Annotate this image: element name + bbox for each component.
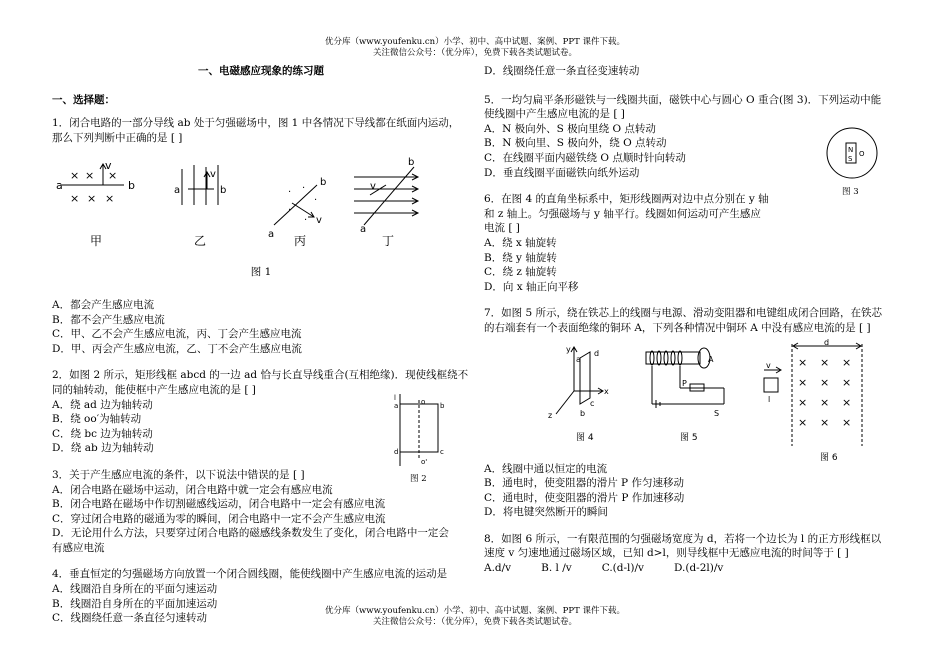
q7-option-a: A．线圈中通以恒定的电流	[484, 462, 608, 475]
svg-text:×: ×	[105, 192, 115, 206]
left-column	[52, 64, 470, 626]
q5-stem-line-2: 使线圈中产生感应电流的是 [ ]	[484, 108, 625, 121]
q1-stem-line-1: 1．闭合电路的一部分导线 ab 处于匀强磁场中，图 1 中各情况下导线都在纸面内运动，	[52, 117, 460, 130]
header-line-1: 优分库（www.youfenku.cn）小学、初中、高中试题、案例、PPT 课件下载。	[325, 37, 625, 47]
svg-text:×: ×	[798, 415, 808, 429]
q4-stem: 4．垂直恒定的匀强磁场方向放置一个闭合圆线圈，能使线圈中产生感应电流的运动是	[52, 568, 448, 581]
svg-text:a: a	[174, 185, 181, 197]
svg-text:a: a	[576, 354, 581, 364]
svg-text:c: c	[440, 448, 444, 457]
q3-option-a: A．闭合电路在磁场中运动，闭合电路中就一定会有感应电流	[52, 483, 333, 496]
fig6-caption: 图 6	[820, 452, 838, 462]
svg-text:v: v	[370, 181, 376, 193]
svg-text:O: O	[859, 149, 865, 158]
svg-text:a: a	[394, 402, 399, 411]
svg-text:×: ×	[798, 375, 808, 389]
svg-text:×: ×	[820, 415, 830, 429]
svg-text:N: N	[848, 145, 854, 154]
fig1-yi	[174, 165, 226, 205]
svg-text:v: v	[210, 169, 216, 181]
svg-text:·: ·	[288, 205, 292, 217]
fig4-caption: 图 4	[576, 432, 594, 443]
svg-text:l: l	[768, 394, 771, 404]
question-8	[484, 532, 904, 576]
svg-text:b: b	[408, 157, 415, 169]
q1-option-c: C．甲、乙不会产生感应电流，丙、丁会产生感应电流	[52, 328, 302, 341]
svg-text:×: ×	[85, 169, 95, 183]
q8-option-d: D.(d-2l)/v	[673, 562, 724, 575]
question-6	[484, 192, 904, 294]
figure-6	[764, 338, 862, 446]
q8-stem-line-1: 8．如图 6 所示，一有限范围的匀强磁场宽度为 d，若将一个边长为 l 的正方形线框以	[484, 532, 882, 545]
q8-option-c: C.(d-l)/v	[601, 562, 644, 575]
svg-text:×: ×	[798, 395, 808, 409]
svg-text:z: z	[548, 410, 553, 420]
fig1-bing	[268, 177, 326, 240]
right-column	[484, 64, 904, 576]
svg-text:×: ×	[820, 395, 830, 409]
figure-5	[646, 348, 724, 418]
fig2-caption: 图 2	[410, 474, 427, 485]
svg-text:v: v	[105, 159, 112, 173]
q2-option-d: D．绕 ab 边为轴转动	[52, 442, 154, 455]
svg-text:×: ×	[842, 395, 852, 409]
svg-text:a: a	[268, 229, 275, 241]
question-5	[484, 93, 904, 197]
q5-option-c: C．在线圈平面内磁铁绕 O 点顺时针向转动	[484, 151, 686, 164]
fig1-caption: 图 1	[250, 266, 272, 279]
svg-text:b: b	[320, 177, 327, 189]
q5-option-a: A．N 极向外、S 极向里绕 O 点转动	[484, 122, 656, 135]
figures-4-5-6-drawing	[484, 336, 904, 462]
fig1-label-yi: 乙	[194, 234, 207, 249]
q6-stem-line-1: 6．在图 4 的直角坐标系中，矩形线圈两对边中点分别在 y 轴	[484, 193, 769, 206]
svg-text:×: ×	[70, 192, 80, 206]
q7-stem-line-2: 的右端套有一个表面绝缘的铜环 A，下列各种情况中铜环 A 中没有感应电流的是 [ ]	[484, 321, 871, 334]
fig1-jia	[56, 159, 135, 205]
svg-text:P: P	[682, 378, 687, 388]
section-heading: 一、选择题：	[52, 93, 115, 106]
svg-text:d: d	[824, 337, 830, 347]
svg-text:×: ×	[842, 375, 852, 389]
q6-stem-line-2: 和 z 轴上。匀强磁场与 y 轴平行。线圈如何运动可产生感应	[484, 207, 761, 220]
q1-option-d: D．甲、丙会产生感应电流，乙、丁不会产生感应电流	[52, 342, 302, 355]
svg-text:b: b	[128, 179, 135, 193]
figure-2	[392, 392, 452, 472]
q1-stem-line-2: 那么下列判断中正确的是 [ ]	[52, 131, 183, 144]
svg-text:·: ·	[314, 195, 318, 207]
page-header	[0, 37, 950, 59]
q8-stem-line-2: 速度 v 匀速地通过磁场区域，已知 d>l，则导线框中无感应电流的时间等于 [ ]	[484, 547, 849, 560]
svg-text:×: ×	[842, 355, 852, 369]
svg-text:·: ·	[288, 187, 292, 199]
q4-option-b: B．线圈沿自身所在的平面加速运动	[52, 597, 218, 610]
svg-text:b: b	[440, 402, 445, 411]
figure-3	[824, 125, 880, 181]
fig1-label-jia: 甲	[90, 234, 103, 249]
fig1-label-bing: 丙	[294, 234, 307, 249]
question-3	[52, 468, 470, 556]
q3-option-c: C．穿过闭合电路的磁通为零的瞬间，闭合电路中一定不会产生感应电流	[52, 512, 386, 525]
svg-text:x: x	[604, 386, 609, 396]
svg-text:v: v	[316, 215, 322, 227]
svg-text:c: c	[590, 398, 595, 408]
q6-option-c: C．绕 z 轴旋转	[484, 266, 557, 279]
q7-stem-line-1: 7．如图 5 所示，绕在铁芯上的线圈与电源、滑动变阻器和电键组成闭合回路，在铁芯	[484, 307, 883, 320]
q8-option-b: B. l /v	[541, 562, 572, 575]
footer-line-1: 优分库（www.youfenku.cn）小学、初中、高中试题、案例、PPT 课件下载。	[325, 606, 625, 616]
q4-option-d: D．线圈绕任意一条直径变速转动	[484, 65, 640, 77]
svg-text:×: ×	[798, 355, 808, 369]
svg-text:y: y	[566, 344, 571, 354]
header-line-2: 关注微信公众号：（优分库），免费下载各类试题试卷。	[372, 48, 577, 58]
figure-1-drawing	[52, 145, 470, 261]
fig3-caption: 图 3	[842, 186, 859, 197]
svg-text:o': o'	[421, 458, 428, 467]
fig1-label-ding: 丁	[382, 234, 395, 249]
q2-option-a: A．绕 ad 边为轴转动	[52, 398, 153, 411]
q8-options	[484, 561, 904, 576]
q6-stem-line-3: 电流 [ ]	[484, 222, 520, 235]
q7-option-c: C．通电时，使变阻器的滑片 P 作加速移动	[484, 491, 685, 504]
q2-stem-line-1: 2．如图 2 所示，矩形线框 abcd 的一边 ad 恰与长直导线重合(互相绝缘)．现使线框绕不	[52, 369, 469, 382]
svg-text:×: ×	[820, 375, 830, 389]
svg-text:d: d	[394, 448, 399, 457]
question-1	[52, 116, 470, 356]
svg-text:a: a	[360, 224, 367, 236]
q2-option-b: B．绕 oo′为轴转动	[52, 413, 142, 426]
footer-line-2: 关注微信公众号：（优分库），免费下载各类试题试卷。	[372, 617, 577, 627]
q5-stem-line-1: 5．一均匀扁平条形磁铁与一线圈共面，磁铁中心与圆心 O 重合(图 3)．下列运动中能	[484, 93, 882, 106]
q5-option-b: B．N 极向里、S 极向外，绕 O 点转动	[484, 137, 667, 150]
q5-option-d: D．垂直线圈平面磁铁向纸外运动	[484, 166, 640, 179]
svg-text:d: d	[594, 348, 600, 358]
svg-text:×: ×	[70, 169, 80, 183]
figures-4-5-6	[484, 336, 904, 462]
page-footer	[0, 606, 950, 628]
document-title: 一、电磁感应现象的练习题	[198, 65, 324, 77]
q1-option-a: A．都会产生感应电流	[52, 298, 155, 311]
q4-option-c: C．线圈绕任意一条直径匀速转动	[52, 612, 208, 625]
svg-text:S: S	[714, 408, 720, 418]
fig5-caption: 图 5	[680, 432, 698, 443]
question-7	[484, 306, 904, 520]
svg-text:A: A	[708, 354, 714, 364]
q7-option-d: D．将电键突然断开的瞬间	[484, 506, 608, 519]
q3-option-d: D．无论用什么方法，只要穿过闭合电路的磁感线条数发生了变化，闭合电路中一定会	[52, 527, 449, 540]
q6-option-d: D．向 x 轴正向平移	[484, 280, 579, 293]
q3-option-b: B．闭合电路在磁场中作切割磁感线运动，闭合电路中一定会有感应电流	[52, 498, 386, 511]
q4-option-a: A．线圈沿自身所在的平面匀速运动	[52, 583, 218, 596]
q7-option-b: B．通电时，使变阻器的滑片 P 作匀速移动	[484, 477, 684, 490]
q6-option-a: A．绕 x 轴旋转	[484, 236, 557, 249]
svg-text:·: ·	[304, 215, 308, 227]
svg-text:b: b	[220, 185, 227, 197]
q3-option-d-cont: 有感应电流	[52, 541, 105, 554]
q2-stem-line-2: 同的轴转动，能使框中产生感应电流的是 [ ]	[52, 383, 256, 396]
figure-4	[548, 345, 609, 420]
q1-option-b: B．都不会产生感应电流	[52, 313, 165, 326]
q6-option-b: B．绕 y 轴旋转	[484, 251, 557, 264]
figure-1	[52, 145, 470, 261]
svg-text:a: a	[56, 179, 63, 193]
svg-text:v: v	[766, 360, 771, 370]
q8-option-a: A.d/v	[484, 562, 512, 575]
svg-text:×: ×	[87, 192, 97, 206]
svg-text:×: ×	[108, 169, 118, 183]
svg-text:o: o	[421, 398, 426, 407]
fig1-ding	[354, 157, 418, 235]
q2-option-c: C．绕 bc 边为轴转动	[52, 427, 153, 440]
svg-text:×: ×	[820, 355, 830, 369]
svg-text:b: b	[580, 408, 586, 418]
q3-stem: 3．关于产生感应电流的条件，以下说法中错误的是 [ ]	[52, 468, 305, 481]
svg-text:S: S	[848, 154, 853, 163]
svg-text:l: l	[394, 394, 396, 403]
svg-text:×: ×	[842, 415, 852, 429]
svg-text:·: ·	[302, 183, 306, 195]
